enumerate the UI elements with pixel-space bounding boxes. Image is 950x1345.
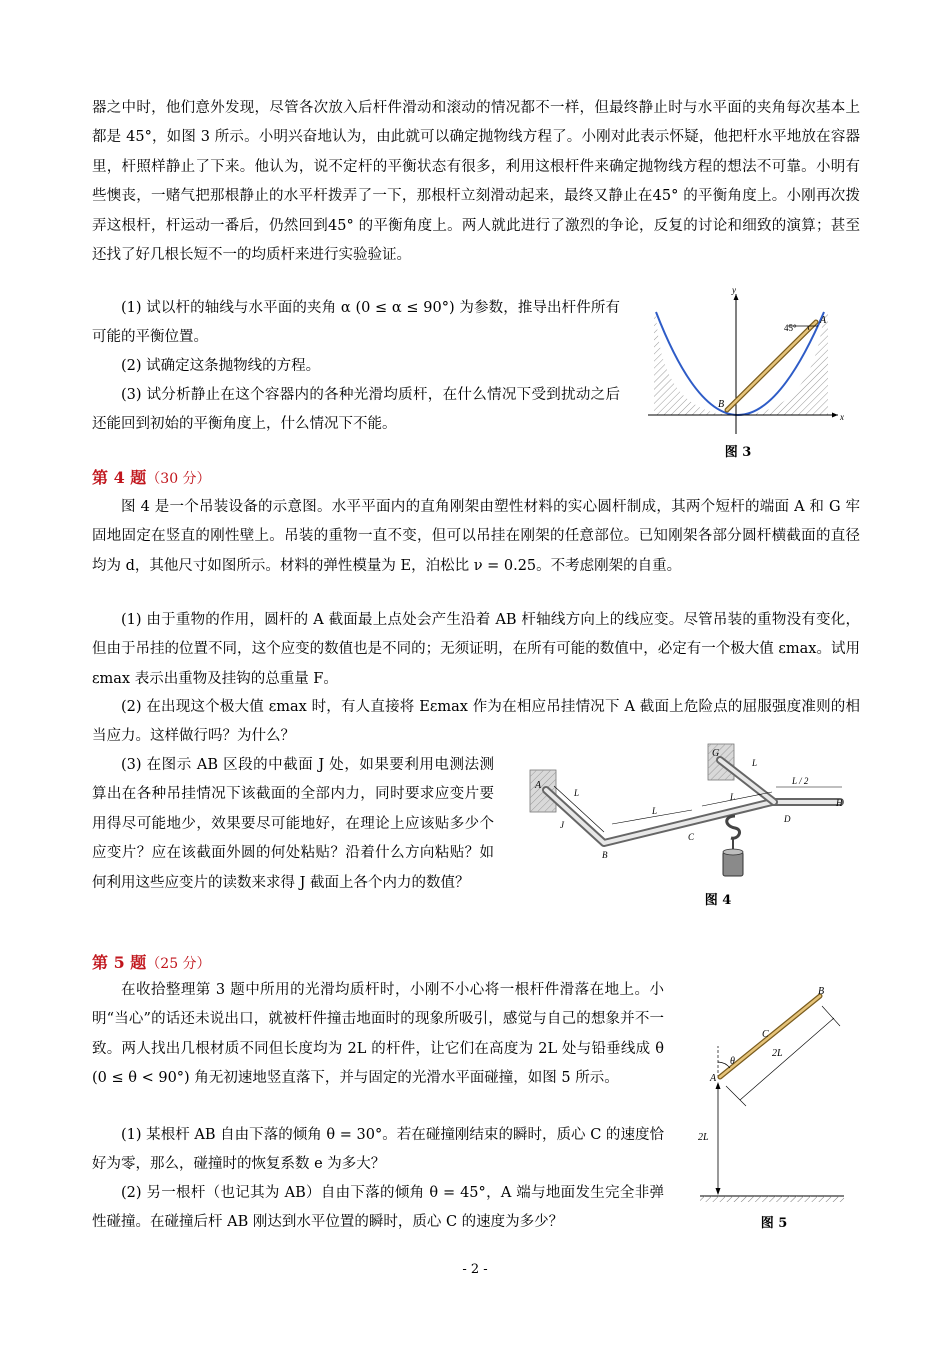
label-rod-length: 2L (772, 1048, 783, 1059)
intro-question-1: (1) 试以杆的轴线与水平面的夹角 α (0 ≤ α ≤ 90°) 为参数，推导出杆件所有可能的平衡位置。 (92, 300, 620, 346)
problem-4-paragraph: 图 4 是一个吊装设备的示意图。水平平面内的直角刚架由塑性材料的实心圆杆制成，其两个短杆的端面 A 和 G 牢固地固定在竖直的刚性壁上。吊装的重物一直不变，但可以吊挂在刚架的任意部位。已知刚架各部分圆杆横截面的直径均为 d，其他尺寸如图所示。材料的弹性模量为 E，泊松比 ν = 0.25。不考虑刚架的自重。 (92, 499, 860, 574)
problem-5-question-1: (1) 某根杆 AB 自由下落的倾角 θ = 30°。若在碰撞刚结束的瞬时，质心 C 的速度恰好为零，那么，碰撞时的恢复系数 e 为多大？ (92, 1127, 664, 1173)
length-cd-label: L (730, 792, 736, 802)
length-ab-label: L (574, 788, 580, 798)
figure-4-diagram (524, 740, 854, 890)
problem-5-question-2: (2) 另一根杆（也记其为 AB）自由下落的倾角 θ = 45°，A 端与地面发生完全非弹性碰撞。在碰撞后杆 AB 刚达到水平位置的瞬时，质心 C 的速度为多少？ (92, 1185, 664, 1231)
intro-question-2: (2) 试确定这条抛物线的方程。 (121, 358, 321, 374)
weight-top (723, 849, 743, 855)
rod-dimension-tick-a (726, 1086, 746, 1106)
problem-4-points: （30 分） (146, 471, 211, 487)
length-half-label: L / 2 (792, 776, 809, 786)
page-number: - 2 - (462, 1262, 488, 1277)
label-b: B (602, 850, 608, 860)
height-arrow-top-icon (716, 1082, 721, 1089)
x-axis-arrow-icon (832, 413, 838, 418)
problem-4-question-3: (3) 在图示 AB 区段的中截面 J 处，如果要利用电测法测算出在各种吊挂情况下该截面的全部内力，同时要求应变片要用得尽可能地少，效果要尽可能地好，在理论上应该贴多少个应变片？应在该截面外圆的何处粘贴？沿着什么方向粘贴？如何利用这些应变片的读数来求得 J 截面上各个内力的数值？ (92, 757, 494, 891)
label-h: H (836, 798, 843, 808)
rod-dimension-line (740, 1018, 834, 1100)
theta-arc (718, 1062, 730, 1068)
hook-icon (727, 816, 740, 838)
problem-5-title: 第 5 题 (92, 953, 147, 972)
length-g-label: L (752, 758, 758, 768)
problem-5-points: （25 分） (146, 956, 211, 972)
problem-5-paragraph: 在收拾整理第 3 题中所用的光滑均质杆时，小刚不小心将一根杆件滑落在地上。小明“当心”的话还未说出口，就被杆件撞击地面时的现象所吸引，感觉与自己的想象并不一致。两人找出几根材质不同但长度均为 2L 的杆件，让它们在高度为 2L 处与铅垂线成 θ (0 ≤ θ < 90°) 角无初速地竖直落下，并与固定的光滑水平面碰撞，如图 5 所示。 (92, 982, 664, 1087)
rod-dimension-tick-b (822, 1006, 840, 1026)
angle-label: 45° (784, 323, 797, 333)
label-c: C (688, 832, 695, 842)
label-c: C (762, 1029, 769, 1040)
problem-4-question-1: (1) 由于重物的作用，圆杆的 A 截面最上点处会产生沿着 AB 杆轴线方向上的线应变。尽管吊装的重物没有变化，但由于吊挂的位置不同，这个应变的数值也是不同的；无须证明，在所有可能的数值中，必定有一个极大值 εmax。试用 εmax 表示出重物及挂钩的总重量 F。 (92, 612, 860, 687)
figure-4-caption: 图 4 (704, 893, 732, 908)
problem-5-heading (92, 950, 211, 973)
rod-ab-highlight (720, 996, 820, 1077)
length-bc-label: L (652, 806, 658, 816)
weight (723, 852, 743, 876)
problem-4-heading (92, 465, 211, 488)
point-b-label: B (718, 399, 725, 410)
label-height: 2L (698, 1132, 709, 1143)
ground-hatch (700, 1196, 844, 1202)
y-axis-label: y (732, 285, 736, 295)
label-b: B (818, 986, 825, 997)
figure-3-diagram (646, 284, 846, 434)
intro-paragraph: 器之中时，他们意外发现，尽管各次放入后杆件滑动和滚动的情况都不一样，但最终静止时与水平面的夹角每次基本上都是 45°，如图 3 所示。小明兴奋地认为，由此就可以确定抛物线方程了。小刚对此表示怀疑，他把杆水平地放在容器里，杆照样静止了下来。他认为，说不定杆的平衡状态有很多，利用这根杆件来确定抛物线方程的想法不可靠。小明有些懊丧，一赌气把那根静止的水平杆拨弄了一下，那根杆立刻滑动起来，最终又静止在45° 的平衡角度上。小刚再次拨弄这根杆，杆运动一番后，仍然回到45° 的平衡角度上。两人就此进行了激烈的争论，反复的讨论和细致的演算；甚至还找了好几根长短不一的均质杆来进行实验验证。 (92, 100, 860, 264)
problem-4-title: 第 4 题 (92, 468, 147, 487)
container-wall-hatch-right (736, 312, 828, 415)
label-theta: θ (730, 1056, 735, 1067)
figure-5-caption: 图 5 (760, 1216, 788, 1231)
label-j: J (560, 820, 564, 830)
point-a-label: A (820, 315, 827, 326)
height-arrow-bottom-icon (716, 1188, 721, 1195)
problem-4-question-2: (2) 在出现这个极大值 εmax 时，有人直接将 Eεmax 作为在相应吊挂情况下 A 截面上危险点的屈服强度准则的相当应力。这样做行吗？为什么？ (92, 699, 860, 745)
short-rod-g-highlight (720, 760, 774, 802)
label-a: A (710, 1073, 717, 1084)
intro-question-3: (3) 试分析静止在这个容器内的各种光滑均质杆，在什么情况下受到扰动之后还能回到初始的平衡角度上，什么情况下不能。 (92, 387, 620, 433)
figure-3-caption: 图 3 (724, 445, 752, 460)
label-a: A (535, 780, 542, 791)
figure-5-diagram (692, 982, 862, 1212)
label-d: D (784, 814, 791, 824)
label-g: G (712, 748, 720, 759)
x-axis-label: x (840, 412, 844, 422)
